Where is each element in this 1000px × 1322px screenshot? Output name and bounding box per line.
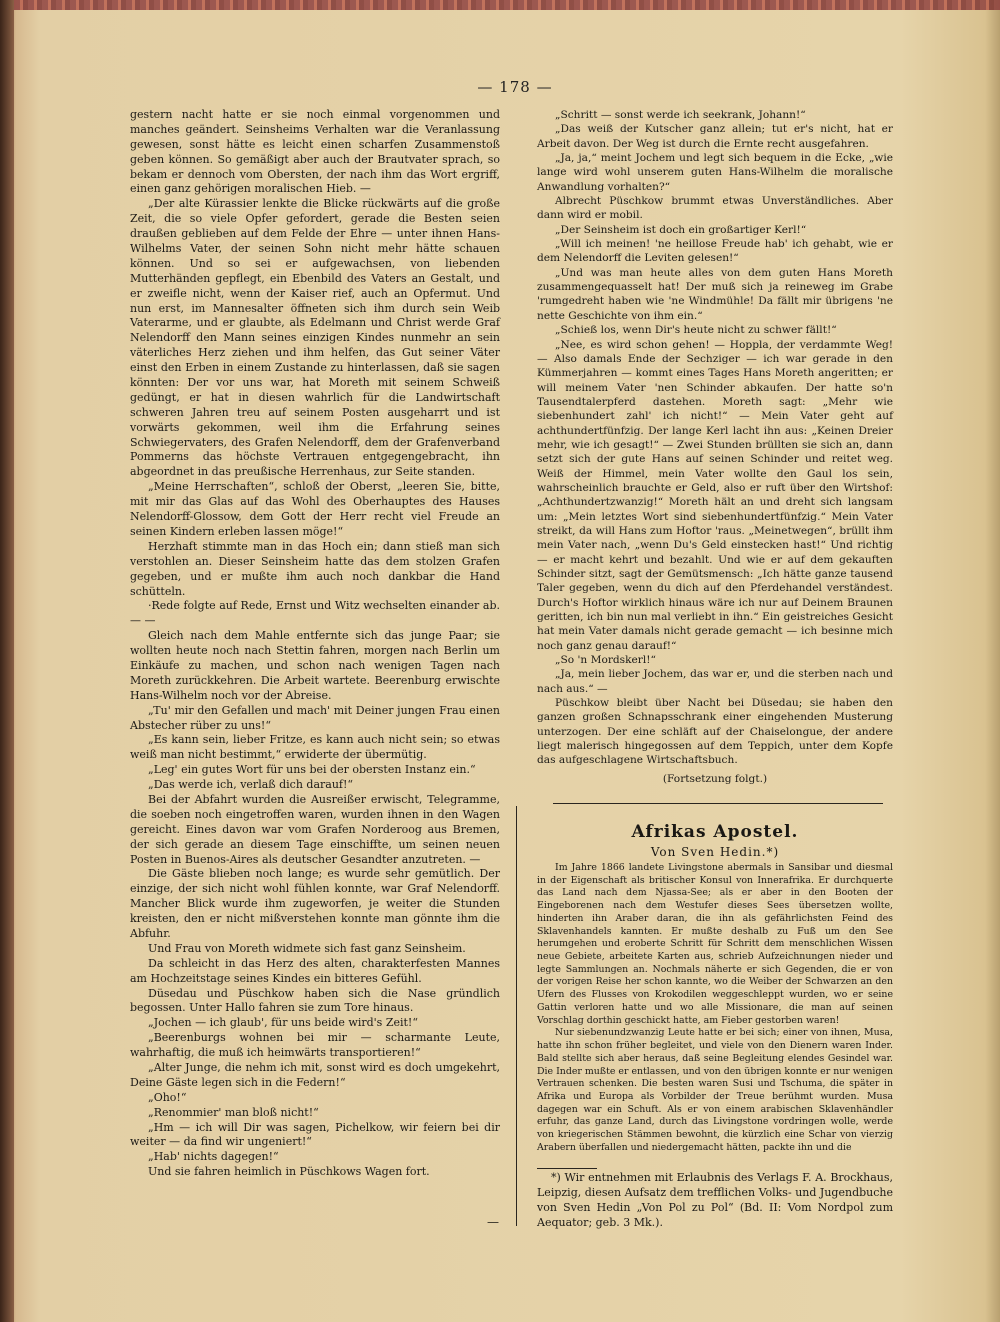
paragraph: „Hab' nichts dagegen!“: [148, 1150, 279, 1164]
paragraph: „Ja, mein lieber Jochem, das war er, und die sterben nach und nach aus.“ —: [537, 668, 893, 695]
article-author: Von Sven Hedin.*): [650, 845, 780, 859]
paragraph: Albrecht Püschkow brummt etwas Unverständliches. Aber dann wird er mobil.: [537, 195, 893, 222]
paragraph: „Das weiß der Kutscher ganz allein; tut er's nicht, hat er Arbeit davon. Der Weg ist durch die Ernte recht ausgefahren.: [537, 123, 893, 150]
paragraph: „Leg' ein gutes Wort für uns bei der obersten Instanz ein.“: [148, 763, 476, 777]
paragraph: Und sie fahren heimlich in Püschkows Wagen fort.: [148, 1165, 430, 1179]
paragraph: „Schieß los, wenn Dir's heute nicht zu schwer fällt!“: [555, 324, 837, 337]
paragraph: „Tu' mir den Gefallen und mach' mit Deiner jungen Frau einen Abstecher rüber zu uns!“: [130, 703, 500, 732]
paragraph: Im Jahre 1866 landete Livingstone abermals in Sansibar und diesmal in der Eigenschaft als britischer Konsul von Innerafrika. Er durchquerte das Land nach dem Njassa-See; als er aber in den Booten der Eingeborenen nach dem Westufer dieses Sees übersetzen wollte, hinderten ihn Araber daran, die ihn als gefährlichsten Feind des Sklavenhandels kannten. Er mußte deshalb zu Fuß um den See herumgehen und eroberte Schritt für Schritt dem menschlichen Wissen neue Gebiete, arbeitete Karten aus, schrieb Aufzeichnungen nieder und legte Sammlungen an. Nochmals näherte er sich Gegenden, die er von der vorigen Reise her schon kannte, wo die Weiber der Schwarzen an den Ufern des Flusses von Krokodilen weggeschleppt wurden, wo er seine Gattin verloren hatte und wo alle Missionare, die man auf seinen Vorschlag dorthin geschickt hatte, am Fieber gestorben waren!: [537, 862, 893, 1026]
paragraph: „Renommier' man bloß nicht!“: [148, 1105, 319, 1119]
paragraph: Die Gäste blieben noch lange; es wurde sehr gemütlich. Der einzige, der sich nicht wohl fühlen konnte, war Graf Nelendorff. Mancher Blick wurde ihm zugeworfen, je weiter die Stunden kreisten, den er nicht mißverstehen konnte man gönnte ihm die Abfuhr.: [130, 867, 500, 940]
paragraph: „Meine Herrschaften“, schloß der Oberst, „leeren Sie, bitte, mit mir das Glas auf das Wohl des Oberhauptes des Hauses Nelendorff-Glossow, dem Gott der Herr recht viel Freude an seinen Kindern erleben lassen möge!“: [130, 480, 500, 538]
continuation-note: (Fortsetzung folgt.): [662, 772, 768, 785]
paragraph: Bei der Abfahrt wurden die Ausreißer erwischt, Telegramme, die soeben noch eingetroffen waren, wurden ihnen in den Wagen gereicht. Eines davon war vom Grafen Norderoog aus Bremen, der sich gerade an diesem Tage einschiffte, um seinen neuen Posten in Buenos-Aires als deutscher Gesandter anzutreten. —: [130, 792, 500, 866]
paragraph: „Es kann sein, lieber Fritze, es kann auch nicht sein; so etwas weiß man nicht bestimmt,“ erwiderte der übermütig.: [130, 733, 500, 762]
paragraph: „Nee, es wird schon gehen! — Hoppla, der verdammte Weg! — Also damals Ende der Sechziger — ich war gerade in den Kümmerjahren — kommt eines Tages Hans Moreth angeritten; er will meinem Vater 'nen Schinder abkaufen. Der hatte so'n Tausendtalerpferd dastehen. Moreth sagt: „Mehr wie siebenhundert zahl' ich nicht!“ — Mein Vater geht auf achthundertfünfzig. Der lange Kerl lacht ihn aus: „Keinen Dreier mehr, wie ich gesagt!“ — Zwei Stunden brüllten sie sich an, dann setzt sich der gute Hans auf seinen Schinder und reitet weg. Weiß der Himmel, mein Vater wollte den Gaul los sein, wahrscheinlich brauchte er Geld, also er ruft über den Wirtshof: „Achthundertzwanzig!“ Moreth hält an und dreht sich langsam um: „Mein letztes Wort sind siebenhundertfünfzig.“ Mein Vater streikt, da will Hans zum Hoftor 'raus. „Meinetwegen“, brüllt ihm mein Vater nach, „wenn Du's Geld einstecken hast!“ Und richtig — er macht kehrt und bezahlt. Und wie er auf dem gekauften Schinder sitzt, sagt der Gemütsmensch: „Ich hätte ganze tausend Taler gegeben, wenn du dich auf den Pferdehandel verständest. Durch's Hoftor wirklich hinaus wäre ich nur auf Deinem Braunen geritten, ich bin nun mal verliebt in ihn.“ Ein geistreiches Gesicht hat mein Vater damals nicht gerade gemacht — ich besinne mich noch ganz genau darauf!“: [537, 338, 893, 652]
right-column-story: [537, 108, 893, 786]
paragraph: „Schritt — sonst werde ich seekrank, Johann!“: [555, 109, 806, 121]
paragraph: gestern nacht hatte er sie noch einmal vorgenommen und manches geändert. Seinsheims Verhalten war die Veranlassung gewesen, sonst hätte es leicht einen scharfen Zusammenstoß geben können. So gemäßigt aber auch der Brautvater sprach, so bekam er dennoch vom Obersten, der nach ihm das Wort ergriff, einen ganz gehörigen moralischen Hieb. —: [130, 108, 500, 196]
paragraph: Und Frau von Moreth widmete sich fast ganz Seinsheim.: [148, 941, 466, 955]
page-number: — 178 —: [477, 78, 553, 96]
footnote-rule: [537, 1168, 597, 1169]
paragraph: Gleich nach dem Mahle entfernte sich das junge Paar; sie wollten heute noch nach Stettin fahren, morgen nach Berlin um Einkäufe zu machen, und schon nach wenigen Tagen nach Moreth zurückkehren. Die Arbeit wartete. Beerenburg erwischte Hans-Wilhelm noch vor der Abreise.: [130, 629, 500, 702]
section-divider-rule: [553, 803, 883, 804]
paragraph: Herzhaft stimmte man in das Hoch ein; dann stieß man sich verstohlen an. Dieser Seinsheim hatte das dem stolzen Grafen gegeben, und er mußte ihm auch noch dankbar die Hand schütteln.: [130, 539, 500, 598]
paragraph: „Hm — ich will Dir was sagen, Pichelkow, wir feiern bei dir weiter — da find wir ungeniert!“: [130, 1120, 500, 1149]
paragraph: ·Rede folgte auf Rede, Ernst und Witz wechselten einander ab. — —: [130, 599, 500, 628]
paragraph: „Jochen — ich glaub', für uns beide wird's Zeit!“: [148, 1016, 418, 1030]
left-column: [130, 108, 500, 1180]
paragraph: „Das werde ich, verlaß dich darauf!“: [148, 778, 354, 792]
paragraph: „Will ich meinen! 'ne heillose Freude hab' ich gehabt, wie er dem Nelendorff die Leviten gelesen!“: [537, 238, 893, 265]
binding-edge: [0, 0, 1000, 10]
book-spine: [0, 0, 14, 1322]
paragraph: „Der alte Kürassier lenkte die Blicke rückwärts auf die große Zeit, die so viele Opfer gefordert, gerade die Besten seien draußen geblieben auf dem Felde der Ehre — unter ihnen Hans-Wilhelms Vater, der seinen Sohn nicht mehr hätte schauen können. Und so sei er aufgewachsen, von liebenden Mutterhänden gepflegt, ein Ebenbild des Vaters an Gestalt, und er zweifle nicht, wenn der Kaiser rief, auch an Opfermut. Und nun erst, im Mannesalter öffneten sich ihm durch sein Weib Vaterarme, und er glaubte, als Edelmann und Christ werde Graf Nelendorff den Mann seines einzigen Kindes nunmehr an sein väterliches Herz ziehen und ihm helfen, das Gut seiner Väter einst den Erben in einem Zustande zu hinterlassen, daß sie sagen könnten: Der vor uns war, hat Moreth mit seinem Schweiß gedüngt, er hat in diesen wahrlich für die Landwirtschaft schweren Jahren treu auf seinem Posten ausgeharrt und ist vorwärts gekommen, weil ihm die Erfahrung seines Schwiegervaters, des Grafen Nelendorff, dem der Grafenverband Pommerns das höchste Vertrauen entgegengebracht, ihn abgeordnet in das preußische Herrenhaus, zur Seite standen.: [130, 197, 500, 479]
paragraph: Püschkow bleibt über Nacht bei Düsedau; sie haben den ganzen großen Schnapsschrank einer eingehenden Musterung unterzogen. Der eine schläft auf der Chaiselongue, der andere liegt malerisch hingegossen auf dem Teppich, unter dem Kopfe das aufgeschlagene Wirtschaftsbuch.: [537, 697, 893, 767]
article-title: Afrikas Apostel.: [631, 822, 799, 842]
paragraph: „Ja, ja,“ meint Jochem und legt sich bequem in die Ecke, „wie lange wird wohl unserem guten Hans-Wilhelm die moralische Anwandlung vorhalten?“: [537, 152, 893, 193]
paragraph: „Alter Junge, die nehm ich mit, sonst wird es doch umgekehrt, Deine Gäste legen sich in die Federn!“: [130, 1061, 500, 1089]
paragraph: „Beerenburgs wohnen bei mir — scharmante Leute, wahrhaftig, die muß ich heimwärts transportieren!“: [130, 1031, 500, 1060]
article-body: [537, 862, 893, 1155]
left-column-end-dash: —: [487, 1215, 499, 1229]
paragraph: Düsedau und Püschkow haben sich die Nase gründlich begossen. Unter Hallo fahren sie zum Tore hinaus.: [130, 986, 500, 1015]
column-divider: [516, 806, 517, 1226]
paragraph: Nur siebenundzwanzig Leute hatte er bei sich; einer von ihnen, Musa, hatte ihn schon früher begleitet, und viele von den Dienern waren Inder. Bald stellte sich aber heraus, daß seine Begleitung elendes Gesindel war. Die Inder mußte er entlassen, und von den übrigen konnte er nur wenigen Vertrauen schenken. Die besten waren Susi und Tschuma, die später in Afrika und Europa als Vorbilder der Treue berühmt wurden. Musa dagegen war ein Schuft. Als er von einem arabischen Sklavenhändler erfuhr, das ganze Land, durch das Livingstone vordringen wolle, werde von kriegerischen Stämmen bewohnt, die kürzlich eine Schar von vierzig Arabern überfallen und niedergemacht hätten, packte ihn und die: [537, 1027, 893, 1153]
paragraph: „Oho!“: [148, 1090, 187, 1104]
paragraph: „Der Seinsheim ist doch ein großartiger Kerl!“: [555, 223, 807, 236]
paragraph: Da schleicht in das Herz des alten, charakterfesten Mannes am Hochzeitstage seines Kindes ein bitteres Gefühl.: [130, 956, 500, 985]
footnote: *) Wir entnehmen mit Erlaubnis des Verlags F. A. Brockhaus, Leipzig, diesen Aufsatz dem trefflichen Volks- und Jugendbuche von Sven Hedin „Von Pol zu Pol“ (Bd. II: Vom Nordpol zum Aequator; geb. 3 Mk.).: [537, 1171, 893, 1229]
paragraph: „So 'n Mordskerl!“: [555, 654, 656, 667]
paragraph: „Und was man heute alles von dem guten Hans Moreth zusammengequasselt hat! Der muß sich ja reineweg im Grabe 'rumgedreht haben wie 'ne Windmühle! Da fällt mir übrigens 'ne nette Geschichte von ihm ein.“: [537, 266, 893, 322]
